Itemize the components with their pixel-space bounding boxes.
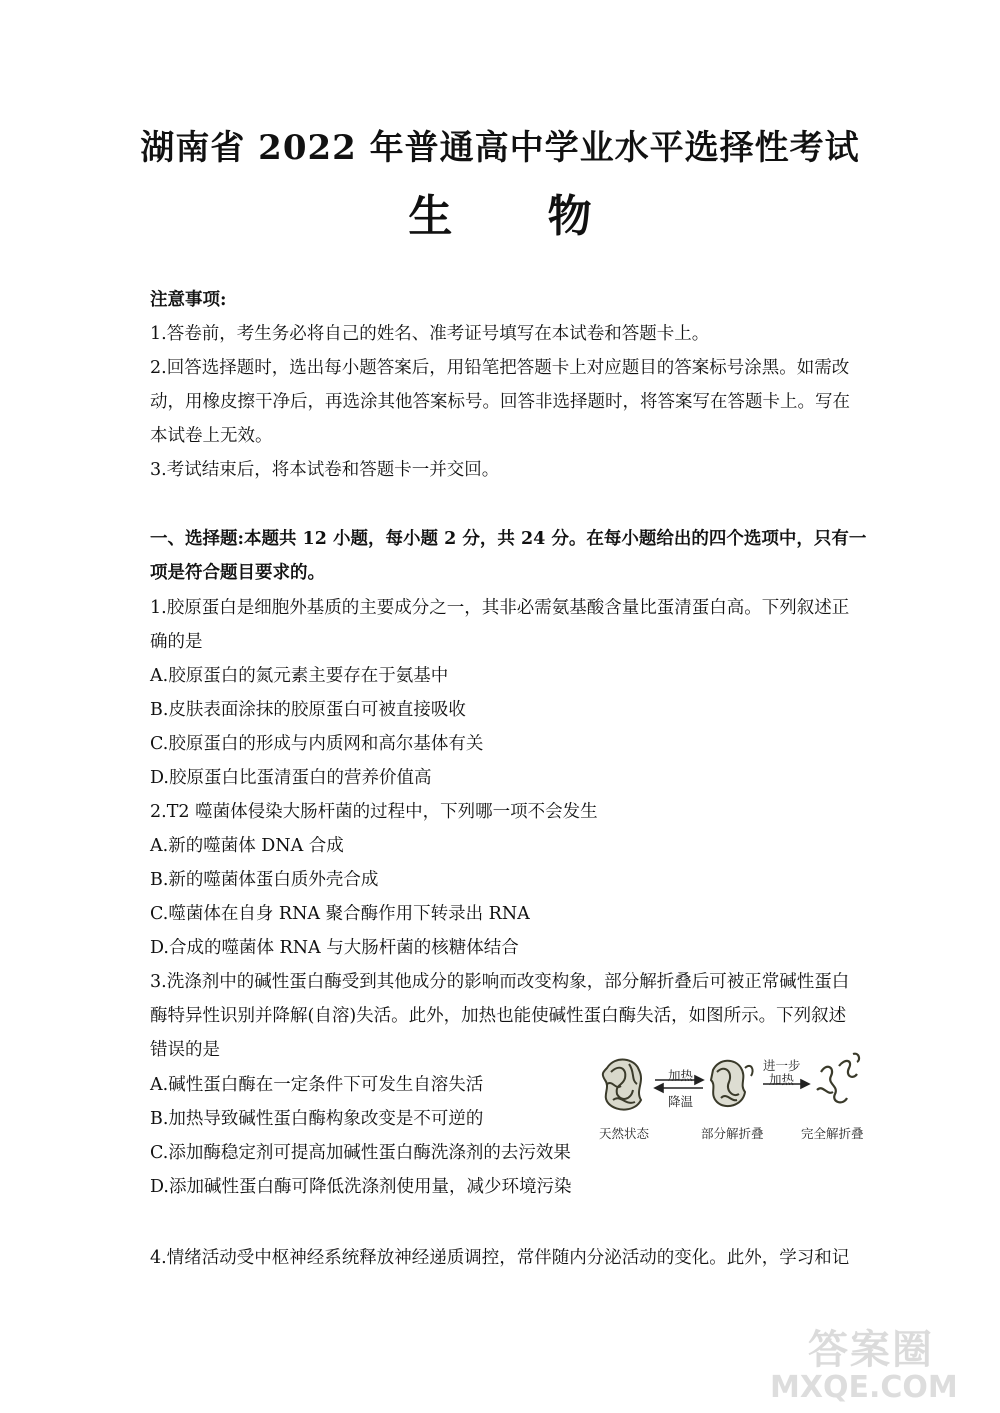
- arrow-label-further-heating: 加热: [769, 1072, 795, 1087]
- fully-unfolded-protein: [817, 1054, 859, 1103]
- arrow-label-further: 进一步: [763, 1058, 801, 1073]
- arrow-label-cooling: 降温: [668, 1094, 694, 1109]
- native-state-protein: [603, 1060, 641, 1110]
- notice-heading: 注意事项:: [150, 290, 227, 310]
- question-3-stem: 酶特异性识别并降解(自溶)失活。此外，加热也能使碱性蛋白酶失活，如图所示。下列叙述: [150, 1006, 847, 1026]
- question-1-option-b: B.皮肤表面涂抹的胶原蛋白可被直接吸收: [150, 700, 466, 720]
- question-2-stem: 2.T2 噬菌体侵染大肠杆菌的过程中，下列哪一项不会发生: [150, 802, 598, 822]
- partially-unfolded-protein: [711, 1061, 753, 1106]
- question-3-option-d: D.添加碱性蛋白酶可降低洗涤剂使用量，减少环境污染: [150, 1177, 572, 1197]
- subject-title: 生 物: [408, 191, 632, 242]
- label-partial-unfold: 部分解折叠: [701, 1126, 764, 1141]
- question-2-option-c: C.噬菌体在自身 RNA 聚合酶作用下转录出 RNA: [150, 904, 530, 924]
- label-full-unfold: 完全解折叠: [801, 1126, 864, 1141]
- watermark-logo: 答案圈: [808, 1327, 934, 1373]
- notice-line: 2.回答选择题时，选出每小题答案后，用铅笔把答题卡上对应题目的答案标号涂黑。如需改: [150, 358, 850, 378]
- notice-line: 本试卷上无效。: [150, 426, 273, 446]
- question-1-option-c: C.胶原蛋白的形成与内质网和高尔基体有关: [150, 734, 484, 754]
- label-native-state: 天然状态: [599, 1126, 650, 1141]
- question-1-stem: 1.胶原蛋白是细胞外基质的主要成分之一，其非必需氨基酸含量比蛋清蛋白高。下列叙述正: [150, 598, 850, 618]
- question-2-option-b: B.新的噬菌体蛋白质外壳合成: [150, 870, 379, 890]
- question-3-stem: 3.洗涤剂中的碱性蛋白酶受到其他成分的影响而改变构象，部分解折叠后可被正常碱性蛋白: [150, 972, 850, 992]
- enzyme-unfolding-figure: [595, 1050, 880, 1145]
- section-heading: 一、选择题:本题共 12 小题，每小题 2 分，共 24 分。在每小题给出的四个选项中，只有一: [150, 529, 867, 549]
- watermark-url: MXQE.COM: [770, 1370, 958, 1405]
- question-3-option-b: B.加热导致碱性蛋白酶构象改变是不可逆的: [150, 1109, 484, 1129]
- question-4-stem: 4.情绪活动受中枢神经系统释放神经递质调控，常伴随内分泌活动的变化。此外，学习和记: [150, 1248, 850, 1268]
- notice-line: 3.考试结束后，将本试卷和答题卡一并交回。: [150, 460, 500, 480]
- question-1-option-a: A.胶原蛋白的氮元素主要存在于氨基中: [150, 666, 449, 686]
- enzyme-unfolding-illustration: [595, 1050, 880, 1120]
- notice-line: 1.答卷前，考生务必将自己的姓名、准考证号填写在本试卷和答题卡上。: [150, 324, 710, 344]
- question-2-option-a: A.新的噬菌体 DNA 合成: [150, 836, 344, 856]
- section-heading: 项是符合题目要求的。: [150, 563, 325, 583]
- question-2-option-d: D.合成的噬菌体 RNA 与大肠杆菌的核糖体结合: [150, 938, 519, 958]
- question-3-stem: 错误的是: [150, 1040, 220, 1060]
- question-1-stem: 确的是: [150, 632, 203, 652]
- question-3-option-a: A.碱性蛋白酶在一定条件下可发生自溶失活: [150, 1075, 484, 1095]
- watermark: [770, 1318, 990, 1408]
- notice-line: 动，用橡皮擦干净后，再选涂其他答案标号。回答非选择题时，将答案写在答题卡上。写在: [150, 392, 850, 412]
- arrow-label-heating: 加热: [668, 1068, 694, 1083]
- question-1-option-d: D.胶原蛋白比蛋清蛋白的营养价值高: [150, 768, 432, 788]
- exam-title: 湖南省 2022 年普通高中学业水平选择性考试: [140, 128, 860, 168]
- question-3-option-c: C.添加酶稳定剂可提高加碱性蛋白酶洗涤剂的去污效果: [150, 1143, 571, 1163]
